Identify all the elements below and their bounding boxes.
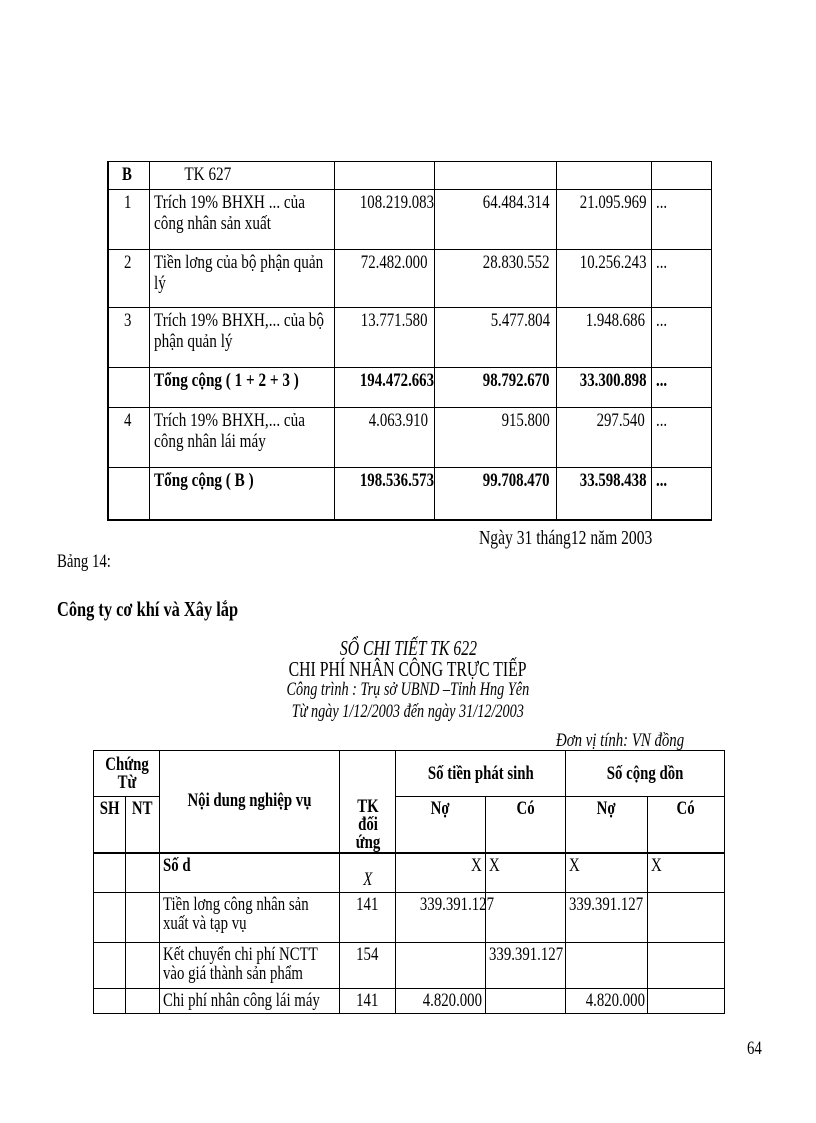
etc-cell: ... [651, 468, 711, 520]
debit-cell: 4.820.000 [396, 989, 486, 1014]
account-cell: X [340, 853, 396, 893]
value-cell: 1.948.686 [556, 308, 651, 368]
value-cell: 297.540 [556, 408, 651, 468]
company-name: Công ty cơ khí và Xây lắp [57, 597, 239, 621]
nt-cell [126, 893, 160, 943]
credit-cell [486, 893, 566, 943]
table-row [94, 893, 725, 943]
cumulative-credit-cell [648, 989, 725, 1014]
table-row [94, 989, 725, 1014]
etc-cell: ... [651, 408, 711, 468]
description-cell: Số d [160, 853, 340, 893]
header-so-tien-phat-sinh: Số tiền phát sinh [396, 751, 566, 797]
subtotal-row [108, 368, 711, 408]
cumulative-debit-cell: X [566, 853, 648, 893]
value-cell: 28.830.552 [434, 250, 556, 308]
total-row [108, 468, 711, 520]
cumulative-credit-cell [648, 943, 725, 989]
table-row [108, 408, 711, 468]
value-cell: 21.095.969 [556, 190, 651, 250]
account-cell: 154 [340, 943, 396, 989]
row-number: 3 [108, 308, 149, 368]
row-label: Trích 19% BHXH ... của công nhân sản xuất [149, 190, 334, 250]
row-number: 2 [108, 250, 149, 308]
value-cell: 4.063.910 [334, 408, 434, 468]
row-number: 4 [108, 408, 149, 468]
etc-cell: ... [651, 368, 711, 408]
row-number: 1 [108, 190, 149, 250]
value-cell: 915.800 [434, 408, 556, 468]
cumulative-debit-cell [566, 943, 648, 989]
sh-cell [94, 853, 126, 893]
table-row [94, 943, 725, 989]
currency-unit: Đơn vị tính: VN đồng [556, 730, 685, 751]
etc-cell: ... [651, 190, 711, 250]
row-number [108, 468, 149, 520]
table-row [94, 853, 725, 893]
description-cell: Tiền lơng công nhân sản xuất và tạp vụ [160, 893, 340, 943]
row-number [108, 368, 149, 408]
value-cell: 5.477.804 [434, 308, 556, 368]
header-row [94, 751, 725, 797]
value-cell: 13.771.580 [334, 308, 434, 368]
ledger-table [93, 750, 725, 1014]
value-cell: 33.300.898 [556, 368, 651, 408]
value-cell: 99.708.470 [434, 468, 556, 520]
value-cell: 64.484.314 [434, 190, 556, 250]
debit-cell: X [396, 853, 486, 893]
cumulative-debit-cell: 4.820.000 [566, 989, 648, 1014]
description-cell: Kết chuyển chi phí NCTT vào giá thành sản phẩm [160, 943, 340, 989]
value-cell: 72.482.000 [334, 250, 434, 308]
table-caption: Bảng 14: [57, 551, 111, 572]
row-label: Tiền lơng của bộ phận quản lý [149, 250, 334, 308]
row-number: B [108, 162, 149, 190]
debit-cell [396, 943, 486, 989]
summary-table-continued [107, 161, 712, 521]
value-cell: 98.792.670 [434, 368, 556, 408]
header-cd-co: Có [648, 797, 725, 853]
credit-cell: 339.391.127 [486, 943, 566, 989]
value-cell: 33.598.438 [556, 468, 651, 520]
nt-cell [126, 943, 160, 989]
header-co: Có [486, 797, 566, 853]
credit-cell [486, 989, 566, 1014]
debit-cell: 339.391.127 [396, 893, 486, 943]
value-cell: 10.256.243 [556, 250, 651, 308]
value-cell: 108.219.083 [334, 190, 434, 250]
account-cell: 141 [340, 989, 396, 1014]
row-label: Trích 19% BHXH,... của công nhân lái máy [149, 408, 334, 468]
sh-cell [94, 943, 126, 989]
header-so-cong-don: Số cộng dồn [566, 751, 725, 797]
header-chung-tu: Chứng Từ [94, 751, 160, 797]
row-label: Tổng cộng ( B ) [149, 468, 334, 520]
account-cell: 141 [340, 893, 396, 943]
header-tk-doi-ung: TK đối ứng [340, 751, 396, 853]
ledger-subtitle: CHI PHÍ NHÂN CÔNG TRỰC TIẾP [289, 657, 527, 681]
table-row [108, 162, 711, 190]
header-no: Nợ [396, 797, 486, 853]
nt-cell [126, 853, 160, 893]
table-row [108, 190, 711, 250]
row-label: Tổng cộng ( 1 + 2 + 3 ) [149, 368, 334, 408]
header-cd-no: Nợ [566, 797, 648, 853]
nt-cell [126, 989, 160, 1014]
credit-cell: X [486, 853, 566, 893]
sh-cell [94, 893, 126, 943]
etc-cell [651, 162, 711, 190]
header-sh: SH [94, 797, 126, 853]
ledger-period: Từ ngày 1/12/2003 đến ngày 31/12/2003 [291, 701, 525, 722]
sh-cell [94, 989, 126, 1014]
cumulative-debit-cell: 339.391.127 [566, 893, 648, 943]
value-cell [556, 162, 651, 190]
header-nt: NT [126, 797, 160, 853]
ledger-project: Công trình : Trụ sở UBND –Tỉnh Hng Yên [286, 679, 530, 700]
date-line: Ngày 31 tháng12 năm 2003 [479, 527, 653, 549]
value-cell: 198.536.573 [334, 468, 434, 520]
value-cell [434, 162, 556, 190]
row-label: TK 627 [149, 162, 334, 190]
value-cell: 194.472.663 [334, 368, 434, 408]
etc-cell: ... [651, 250, 711, 308]
cumulative-credit-cell [648, 893, 725, 943]
etc-cell: ... [651, 308, 711, 368]
ledger-title: SỔ CHI TIẾT TK 622 [339, 636, 477, 660]
table-row [108, 308, 711, 368]
row-label: Trích 19% BHXH,... của bộ phận quản lý [149, 308, 334, 368]
table-row [108, 250, 711, 308]
header-noi-dung: Nội dung nghiệp vụ [160, 751, 340, 853]
page-number: 64 [747, 1038, 762, 1059]
description-cell: Chi phí nhân công lái máy [160, 989, 340, 1014]
cumulative-credit-cell: X [648, 853, 725, 893]
